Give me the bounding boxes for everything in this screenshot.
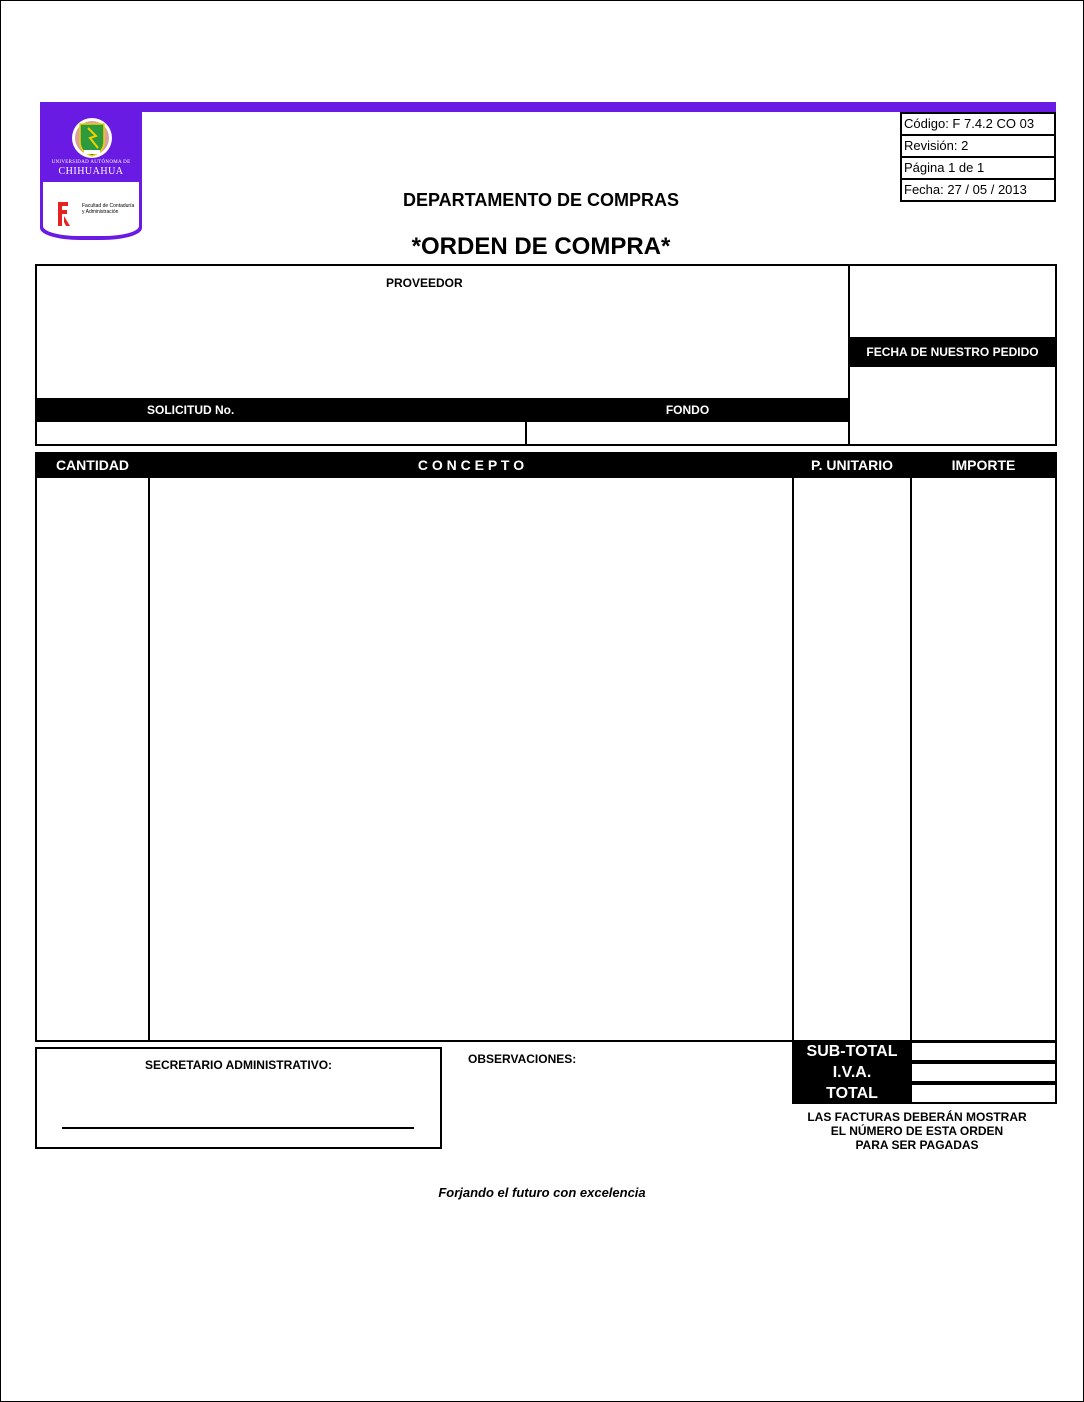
motto: Forjando el futuro con excelencia xyxy=(438,1185,646,1200)
solicitud-divider xyxy=(525,398,527,444)
fecha-pedido-label: FECHA DE NUESTRO PEDIDO xyxy=(850,337,1055,367)
iva-label: I.V.A. xyxy=(792,1062,912,1083)
faculty-name: Facultad de Contaduría y Administración xyxy=(82,203,135,215)
fecha-cell: Fecha: 27 / 05 / 2013 xyxy=(904,182,1027,197)
solicitud-label: SOLICITUD No. xyxy=(37,398,525,422)
department-title: DEPARTAMENTO DE COMPRAS xyxy=(402,190,679,210)
invoice-notice-line3: PARA SER PAGADAS xyxy=(855,1138,979,1152)
solicitud-field[interactable] xyxy=(40,424,523,444)
subtotal-label: SUB-TOTAL xyxy=(792,1041,912,1062)
university-name: CHIHUAHUA xyxy=(58,166,124,177)
fondo-field[interactable] xyxy=(529,424,846,444)
document-title: *ORDEN DE COMPRA* xyxy=(411,233,671,260)
concepto-column-field[interactable] xyxy=(150,480,792,1040)
codigo-cell: Código: F 7.4.2 CO 03 xyxy=(902,114,1054,136)
cantidad-column-field[interactable] xyxy=(37,480,148,1040)
university-crest-icon xyxy=(66,116,118,160)
proveedor-field[interactable] xyxy=(40,296,844,394)
column-header-importe: IMPORTE xyxy=(912,452,1055,478)
fondo-label: FONDO xyxy=(527,398,848,422)
invoice-notice xyxy=(790,1110,1044,1152)
header-accent-bar xyxy=(40,102,1056,112)
invoice-notice-line1: LAS FACTURAS DEBERÁN MOSTRAR xyxy=(807,1110,1027,1124)
document-control-table xyxy=(900,112,1056,202)
column-header-concepto: C O N C E P T O xyxy=(150,452,792,478)
secretario-label: SECRETARIO ADMINISTRATIVO: xyxy=(144,1058,333,1072)
proveedor-label: PROVEEDOR xyxy=(386,276,463,290)
iva-field[interactable] xyxy=(910,1062,1057,1083)
observaciones-field[interactable] xyxy=(466,1070,782,1140)
signature-line[interactable] xyxy=(62,1127,414,1129)
university-name-small: UNIVERSIDAD AUTÓNOMA DE xyxy=(51,160,131,165)
total-field[interactable] xyxy=(910,1083,1057,1104)
revision-cell: Revisión: 2 xyxy=(902,136,1054,158)
column-header-p-unitario: P. UNITARIO xyxy=(794,452,910,478)
total-label: TOTAL xyxy=(792,1083,912,1104)
observaciones-label: OBSERVACIONES: xyxy=(468,1052,577,1066)
subtotal-field[interactable] xyxy=(910,1041,1057,1062)
fecha-pedido-field[interactable] xyxy=(852,369,1053,443)
pedido-extra-field[interactable] xyxy=(852,268,1053,334)
pagina-cell: Página 1 de 1 xyxy=(902,158,1054,180)
column-header-cantidad: CANTIDAD xyxy=(37,452,148,478)
faculty-logo-icon xyxy=(56,200,72,228)
invoice-notice-line2: EL NÚMERO DE ESTA ORDEN xyxy=(830,1124,1004,1138)
p-unitario-column-field[interactable] xyxy=(794,480,910,1040)
importe-column-field[interactable] xyxy=(912,480,1055,1040)
